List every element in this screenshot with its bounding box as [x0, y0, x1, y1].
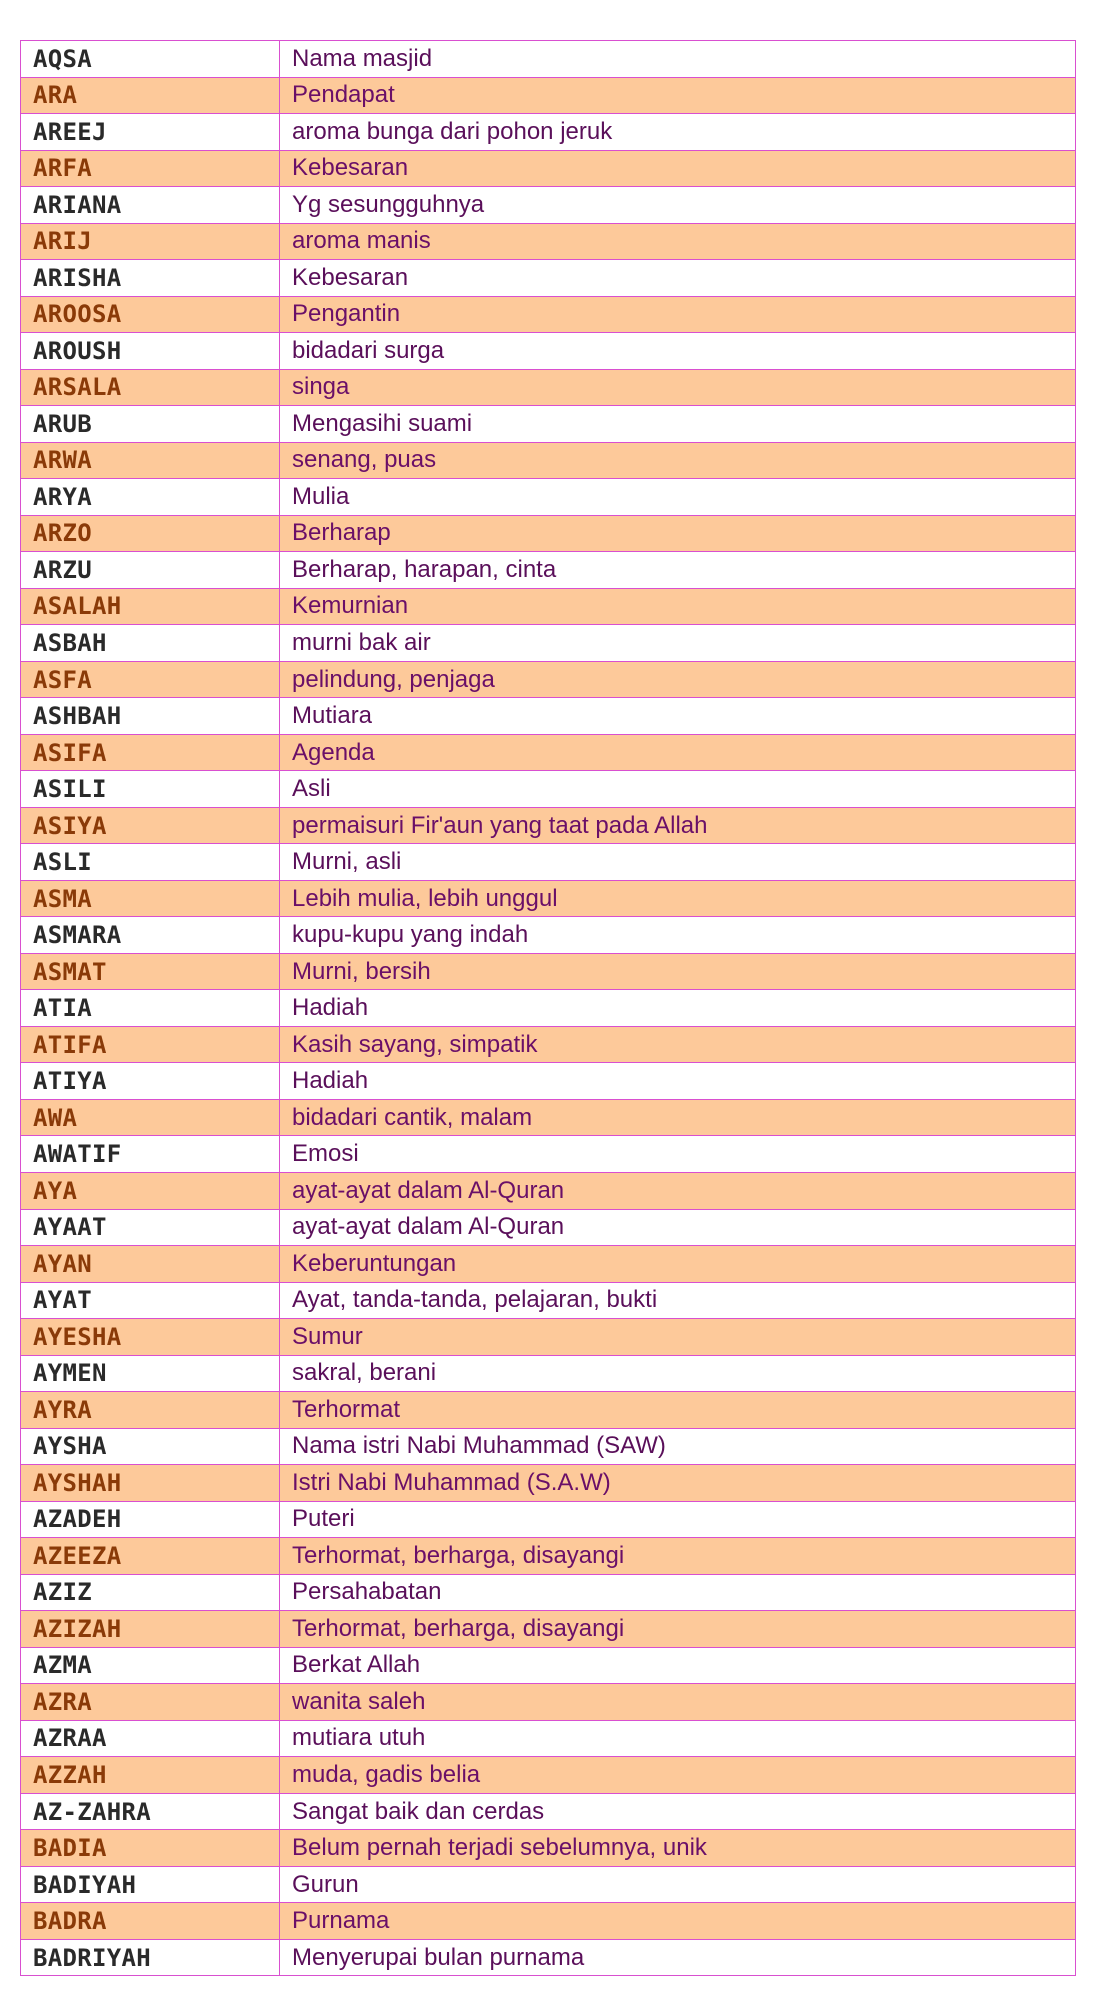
name-cell: BADIA: [21, 1830, 280, 1867]
table-row: [21, 1830, 1076, 1867]
meaning-cell: Kebesaran: [280, 150, 1076, 187]
name-cell: AZZAH: [21, 1757, 280, 1794]
table-row: [21, 1209, 1076, 1246]
name-cell: ASILI: [21, 771, 280, 808]
table-row: [21, 807, 1076, 844]
table-row: [21, 1282, 1076, 1319]
table-row: [21, 1720, 1076, 1757]
table-row: [21, 1611, 1076, 1648]
table-row: [21, 1319, 1076, 1356]
name-cell: ARWA: [21, 442, 280, 479]
name-cell: AZIZ: [21, 1574, 280, 1611]
name-cell: AZMA: [21, 1647, 280, 1684]
name-cell: AREEJ: [21, 114, 280, 151]
name-cell: AROUSH: [21, 333, 280, 370]
name-cell: AYA: [21, 1172, 280, 1209]
table-row: [21, 1063, 1076, 1100]
meaning-cell: Nama masjid: [280, 41, 1076, 78]
table-row: [21, 1136, 1076, 1173]
meaning-cell: Persahabatan: [280, 1574, 1076, 1611]
name-cell: ASIFA: [21, 734, 280, 771]
meaning-cell: aroma manis: [280, 223, 1076, 260]
table-row: [21, 1099, 1076, 1136]
table-row: [21, 1647, 1076, 1684]
table-row: [21, 369, 1076, 406]
meaning-cell: Keberuntungan: [280, 1246, 1076, 1283]
name-cell: ASFA: [21, 661, 280, 698]
name-cell: AWATIF: [21, 1136, 280, 1173]
meaning-cell: Kasih sayang, simpatik: [280, 1026, 1076, 1063]
meaning-cell: singa: [280, 369, 1076, 406]
table-row: [21, 77, 1076, 114]
name-cell: ARUB: [21, 406, 280, 443]
meaning-cell: Berkat Allah: [280, 1647, 1076, 1684]
meaning-cell: Istri Nabi Muhammad (S.A.W): [280, 1465, 1076, 1502]
table-row: [21, 187, 1076, 224]
name-cell: ASALAH: [21, 588, 280, 625]
names-table-body: [21, 41, 1076, 1976]
name-cell: AZRA: [21, 1684, 280, 1721]
meaning-cell: Yg sesungguhnya: [280, 187, 1076, 224]
table-row: [21, 479, 1076, 516]
meaning-cell: Kemurnian: [280, 588, 1076, 625]
meaning-cell: Terhormat: [280, 1392, 1076, 1429]
meaning-cell: ayat-ayat dalam Al-Quran: [280, 1209, 1076, 1246]
meaning-cell: pelindung, penjaga: [280, 661, 1076, 698]
meaning-cell: Murni, asli: [280, 844, 1076, 881]
name-cell: ARIJ: [21, 223, 280, 260]
table-row: [21, 442, 1076, 479]
table-row: [21, 698, 1076, 735]
meaning-cell: sakral, berani: [280, 1355, 1076, 1392]
table-row: [21, 953, 1076, 990]
name-cell: AYAAT: [21, 1209, 280, 1246]
name-cell: AZRAA: [21, 1720, 280, 1757]
meaning-cell: senang, puas: [280, 442, 1076, 479]
table-row: [21, 1757, 1076, 1794]
name-cell: AYMEN: [21, 1355, 280, 1392]
name-cell: BADRIYAH: [21, 1939, 280, 1976]
name-cell: ASBAH: [21, 625, 280, 662]
name-cell: AZADEH: [21, 1501, 280, 1538]
name-cell: ARYA: [21, 479, 280, 516]
meaning-cell: kupu-kupu yang indah: [280, 917, 1076, 954]
name-cell: ARZU: [21, 552, 280, 589]
name-cell: ASMA: [21, 880, 280, 917]
table-row: [21, 661, 1076, 698]
name-cell: BADIYAH: [21, 1866, 280, 1903]
table-row: [21, 734, 1076, 771]
name-cell: AYRA: [21, 1392, 280, 1429]
table-row: [21, 1793, 1076, 1830]
meaning-cell: Emosi: [280, 1136, 1076, 1173]
meaning-cell: permaisuri Fir'aun yang taat pada Allah: [280, 807, 1076, 844]
meaning-cell: Gurun: [280, 1866, 1076, 1903]
table-row: [21, 1246, 1076, 1283]
table-row: [21, 260, 1076, 297]
names-table: [20, 40, 1076, 1976]
name-cell: ARFA: [21, 150, 280, 187]
table-row: [21, 1684, 1076, 1721]
name-cell: AYSHAH: [21, 1465, 280, 1502]
meaning-cell: Menyerupai bulan purnama: [280, 1939, 1076, 1976]
meaning-cell: Kebesaran: [280, 260, 1076, 297]
table-row: [21, 1939, 1076, 1976]
table-row: [21, 880, 1076, 917]
table-row: [21, 1355, 1076, 1392]
table-row: [21, 333, 1076, 370]
meaning-cell: Sangat baik dan cerdas: [280, 1793, 1076, 1830]
meaning-cell: Terhormat, berharga, disayangi: [280, 1611, 1076, 1648]
name-cell: ARIANA: [21, 187, 280, 224]
table-row: [21, 771, 1076, 808]
name-cell: AZ-ZAHRA: [21, 1793, 280, 1830]
name-cell: AYAN: [21, 1246, 280, 1283]
name-cell: AZIZAH: [21, 1611, 280, 1648]
meaning-cell: Asli: [280, 771, 1076, 808]
name-cell: ARZO: [21, 515, 280, 552]
meaning-cell: Terhormat, berharga, disayangi: [280, 1538, 1076, 1575]
name-cell: ASIYA: [21, 807, 280, 844]
meaning-cell: bidadari surga: [280, 333, 1076, 370]
meaning-cell: Berharap: [280, 515, 1076, 552]
meaning-cell: Hadiah: [280, 1063, 1076, 1100]
name-cell: AYAT: [21, 1282, 280, 1319]
name-cell: ASMARA: [21, 917, 280, 954]
meaning-cell: mutiara utuh: [280, 1720, 1076, 1757]
table-row: [21, 1538, 1076, 1575]
meaning-cell: Mutiara: [280, 698, 1076, 735]
table-row: [21, 223, 1076, 260]
meaning-cell: Hadiah: [280, 990, 1076, 1027]
name-cell: ASHBAH: [21, 698, 280, 735]
table-row: [21, 1903, 1076, 1940]
meaning-cell: Belum pernah terjadi sebelumnya, unik: [280, 1830, 1076, 1867]
name-cell: ATIYA: [21, 1063, 280, 1100]
name-cell: ATIA: [21, 990, 280, 1027]
meaning-cell: Berharap, harapan, cinta: [280, 552, 1076, 589]
name-cell: ARA: [21, 77, 280, 114]
meaning-cell: Ayat, tanda-tanda, pelajaran, bukti: [280, 1282, 1076, 1319]
table-row: [21, 296, 1076, 333]
name-cell: AYSHA: [21, 1428, 280, 1465]
name-cell: AYESHA: [21, 1319, 280, 1356]
meaning-cell: Sumur: [280, 1319, 1076, 1356]
name-cell: ASLI: [21, 844, 280, 881]
table-row: [21, 515, 1076, 552]
meaning-cell: Pendapat: [280, 77, 1076, 114]
table-row: [21, 917, 1076, 954]
name-cell: BADRA: [21, 1903, 280, 1940]
name-cell: AQSA: [21, 41, 280, 78]
meaning-cell: Mulia: [280, 479, 1076, 516]
table-row: [21, 1574, 1076, 1611]
meaning-cell: Agenda: [280, 734, 1076, 771]
table-row: [21, 1465, 1076, 1502]
table-row: [21, 41, 1076, 78]
table-row: [21, 406, 1076, 443]
meaning-cell: aroma bunga dari pohon jeruk: [280, 114, 1076, 151]
name-cell: AZEEZA: [21, 1538, 280, 1575]
meaning-cell: Mengasihi suami: [280, 406, 1076, 443]
table-row: [21, 1501, 1076, 1538]
table-row: [21, 552, 1076, 589]
table-row: [21, 1172, 1076, 1209]
meaning-cell: ayat-ayat dalam Al-Quran: [280, 1172, 1076, 1209]
table-row: [21, 1866, 1076, 1903]
meaning-cell: murni bak air: [280, 625, 1076, 662]
name-cell: ASMAT: [21, 953, 280, 990]
table-row: [21, 588, 1076, 625]
meaning-cell: Purnama: [280, 1903, 1076, 1940]
name-cell: ARISHA: [21, 260, 280, 297]
name-cell: AROOSA: [21, 296, 280, 333]
meaning-cell: Murni, bersih: [280, 953, 1076, 990]
table-row: [21, 1428, 1076, 1465]
table-row: [21, 114, 1076, 151]
table-row: [21, 625, 1076, 662]
table-row: [21, 1392, 1076, 1429]
meaning-cell: Puteri: [280, 1501, 1076, 1538]
table-row: [21, 844, 1076, 881]
meaning-cell: Nama istri Nabi Muhammad (SAW): [280, 1428, 1076, 1465]
name-cell: ARSALA: [21, 369, 280, 406]
meaning-cell: bidadari cantik, malam: [280, 1099, 1076, 1136]
meaning-cell: muda, gadis belia: [280, 1757, 1076, 1794]
table-row: [21, 1026, 1076, 1063]
meaning-cell: Lebih mulia, lebih unggul: [280, 880, 1076, 917]
name-cell: ATIFA: [21, 1026, 280, 1063]
table-row: [21, 150, 1076, 187]
meaning-cell: wanita saleh: [280, 1684, 1076, 1721]
table-row: [21, 990, 1076, 1027]
name-cell: AWA: [21, 1099, 280, 1136]
meaning-cell: Pengantin: [280, 296, 1076, 333]
